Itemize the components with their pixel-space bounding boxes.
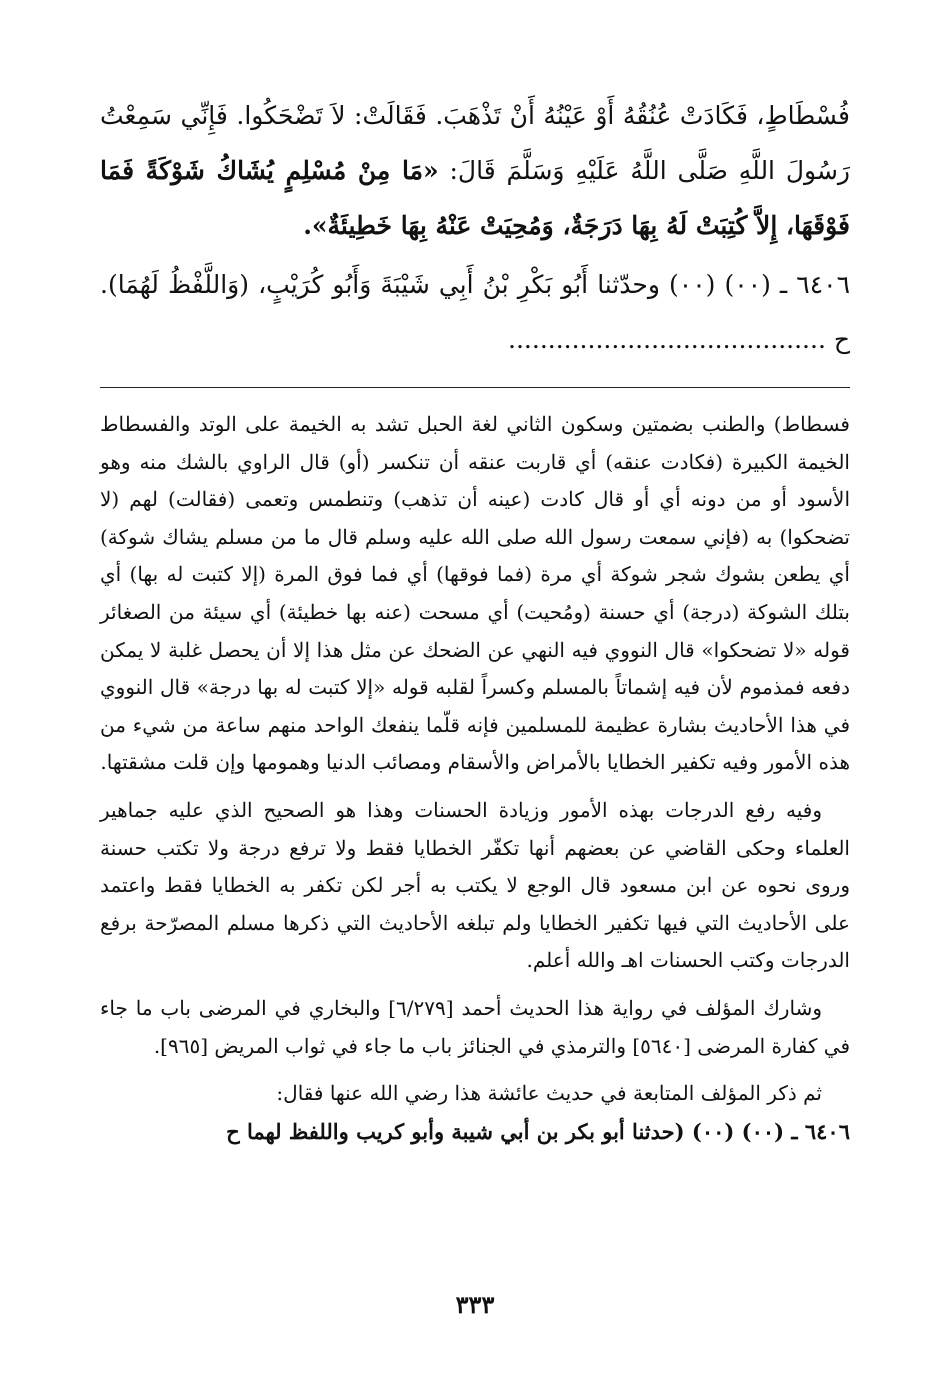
commentary-paragraph-3: وشارك المؤلف في رواية هذا الحديث أحمد [٦/٢٧٩] والبخاري في المرضى باب ما جاء في كفارة المرضى [٥٦٤٠] والترمذي في الجنائز باب ما جاء في ثواب المريض [٩٦٥]. (100, 995, 850, 1058)
commentary-paragraph-1: فسطاط) والطنب بضمتين وسكون الثاني لغة الحبل تشد به الخيمة على الوتد والفسطاط الخيمة الكبيرة (فكادت عنقه) أي قاربت عنقه أن تنكسر (أو) قال الراوي بالشك منه وهو الأسود أو من دونه أي أو قال كادت (عينه أن تذهب) وتنطمس وتعمى (فقالت) لهم (لا تضحكوا) به (فإني سمعت رسول الله صلى الله عليه وسلم قال ما من مسلم يشاك شوكة) أي يطعن بشوك شجر شوكة أي مرة (فما فوقها) أي فما فوق المرة (إلا كتبت له بها) أي بتلك الشوكة (درجة) أي حسنة (ومُحيت) أي مسحت (عنه بها خطيئة) أي سيئة من الصغائر قوله «لا تضحكوا» قال النووي فيه النهي عن الضحك عن مثل هذا إلا أن يحصل غلبة لا يمكن دفعه فمذموم لأن فيه إشماتاً بالمسلم وكسراً لقلبه قوله «إلا كتبت له بها درجة» قال النووي في هذا الأحاديث بشارة عظيمة للمسلمين فإنه قلّما ينفعك الواحد منهم ساعة من شيء من هذه الأمور وفيه تكفير الخطايا بالأمراض والأسقام ومصائب الدنيا وهمومها وإن قلت مشقتها. (100, 412, 850, 775)
hadith-matn-quote: «مَا مِنْ مُسْلِمٍ يُشَاكُ شَوْكَةً فَمَا فَوْقَهَا، إِلاَّ كُتِبَتْ لَهُ بِهَا دَرَجَةٌ، وَمُحِيَتْ عَنْهُ بِهَا خَطِيئَةٌ». (100, 156, 850, 240)
page-number: ٣٣٣ (455, 1290, 495, 1319)
footnote-divider (100, 387, 850, 388)
commentary-paragraph-4: ثم ذكر المؤلف المتابعة في حديث عائشة هذا رضي الله عنها فقال: (276, 1081, 822, 1106)
hadith-matn (100, 88, 850, 253)
hadith-text-block (100, 88, 850, 367)
hadith-isnad: ٦٤٠٦ ـ (٠٠) (٠٠) وحدّثنا أَبُو بَكْرِ بْنُ أَبِي شَيْبَةَ وَأَبُو كُرَيْبٍ، (وَاللَّفْظُ لَهُمَا). ح ........................................ (100, 270, 850, 354)
commentary-block (100, 406, 850, 1150)
commentary-paragraph-2: وفيه رفع الدرجات بهذه الأمور وزيادة الحسنات وهذا هو الصحيح الذي عليه جماهير العلماء وحكى القاضي عن بعضهم أنها تكفّر الخطايا فقط ولا ترفع درجة ولا تكتب حسنة وروى نحوه عن ابن مسعود قال الوجع لا يكتب به أجر لكن تكفر به الخطايا فقط واعتمد على الأحاديث التي فيها تكفير الخطايا ولم تبلغه الأحاديث التي ذكرها مسلم المصرّحة برفع الدرجات وكتب الحسنات اهـ والله أعلم. (100, 797, 850, 973)
hadith-matn-start: فُسْطَاطٍ، فَكَادَتْ عُنُقُهُ أَوْ عَيْنُهُ أَنْ تَذْهَبَ. فَقَالَتْ: لاَ تَضْحَكُوا. فَإِنِّي سَمِعْتُ رَسُولَ اللَّهِ صَلَّى اللَّهُ عَلَيْهِ وَسَلَّمَ قَالَ: (100, 101, 850, 185)
commentary-isnad-line: ٦٤٠٦ ـ (٠٠) (٠٠) (حدثنا أبو بكر بن أبي شيبة وأبو كريب واللفظ لهما ح (226, 1118, 850, 1144)
